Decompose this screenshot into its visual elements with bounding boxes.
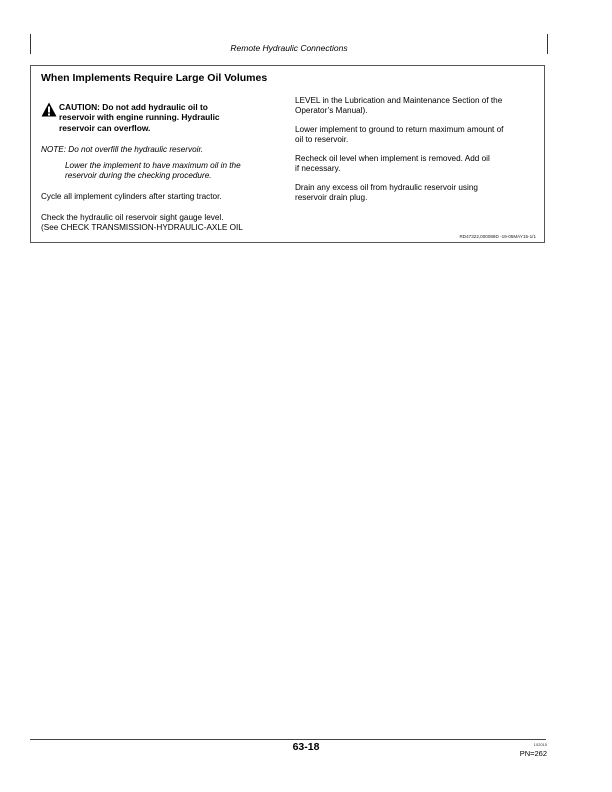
note-detail (65, 161, 281, 181)
paragraph-line: reservoir drain plug. (295, 193, 368, 202)
header-frame (30, 34, 548, 54)
paragraph-level-reference (295, 96, 539, 116)
pn-label: PN=262 (519, 749, 547, 758)
paragraph-line: Operator’s Manual). (295, 106, 368, 115)
paragraph-line: LEVEL in the Lubrication and Maintenance Section of the (295, 96, 503, 105)
paragraph-lower-implement (295, 125, 539, 145)
left-column (41, 96, 281, 233)
caution-line: reservoir can overflow. (59, 122, 151, 133)
section-title: Remote Hydraulic Connections (230, 43, 348, 53)
note-detail-line: Lower the implement to have maximum oil in the (65, 161, 241, 171)
paragraph-line: Cycle all implement cylinders after starting tractor. (41, 192, 222, 202)
paragraph-line: Lower implement to ground to return maximum amount of (295, 125, 504, 134)
caution-line: CAUTION: Do not add hydraulic oil to (59, 102, 208, 112)
paragraph-line: Check the hydraulic oil reservoir sight gauge level. (41, 213, 224, 223)
paragraph-line: Drain any excess oil from hydraulic reservoir using (295, 183, 478, 192)
note-text: NOTE: Do not overfill the hydraulic reservoir. (41, 145, 204, 155)
paragraph-line: oil to reservoir. (295, 135, 349, 144)
paragraph-recheck-level (295, 154, 539, 174)
caution-text (59, 102, 281, 133)
document-reference: RD47322,000089D -19-05MAY15-1/1 (459, 234, 536, 239)
paragraph-line: Recheck oil level when implement is removed. Add oil (295, 154, 490, 163)
box-title: When Implements Require Large Oil Volumes (41, 72, 268, 84)
right-column (295, 96, 539, 203)
content-box (30, 65, 545, 243)
caution-line: reservoir with engine running. Hydraulic (59, 112, 220, 123)
footer-rule (30, 739, 546, 740)
note-detail-line: reservoir during the checking procedure. (65, 171, 212, 181)
page-number: 63-18 (292, 741, 320, 753)
paragraph-drain-excess (295, 183, 539, 203)
paragraph-cycle-cylinders (41, 192, 281, 202)
paragraph-check-gauge (41, 213, 281, 233)
footer-code: 102015 (533, 742, 547, 747)
paragraph-line: if necessary. (295, 164, 341, 173)
warning-triangle-icon (41, 102, 57, 117)
paragraph-line: (See CHECK TRANSMISSION-HYDRAULIC-AXLE OIL (41, 223, 243, 233)
caution-block (41, 102, 281, 133)
